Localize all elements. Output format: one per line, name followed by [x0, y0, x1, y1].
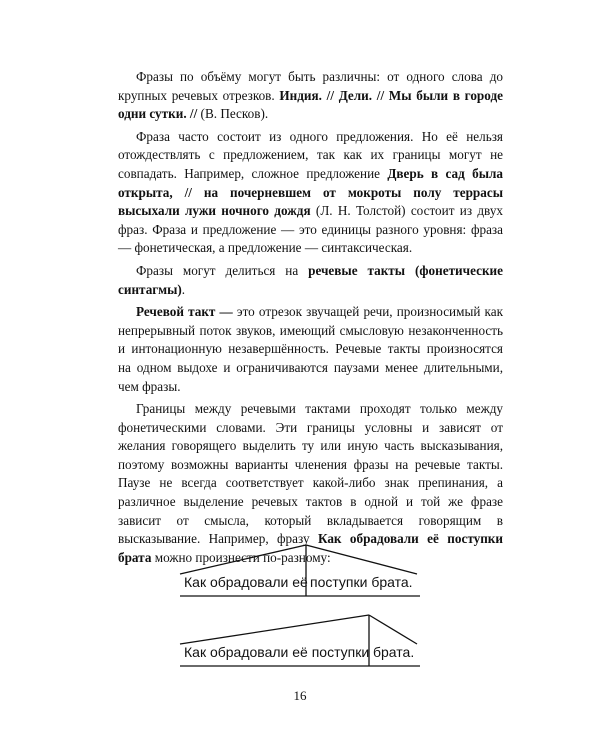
bold-example: Дверь в сад была открыта, // на почерневшем от мокроты полу террасы высыхали лужи ночного дождя	[118, 165, 503, 219]
bold-example: речевые такты (фонетические синтагмы)	[118, 262, 503, 297]
bold-example: Индия. // Дели. // Мы были в городе одни сутки. //	[118, 87, 503, 122]
text-run: Фразы могут делиться на	[136, 262, 309, 278]
text-run: (В. Песков).	[197, 106, 269, 122]
arc-right-1	[306, 545, 417, 574]
page-number: 16	[293, 688, 307, 703]
arc-left-1	[180, 545, 306, 574]
diagram-1-right-text: поступки брата.	[310, 574, 413, 590]
text-run: Границы между речевыми тактами проходят только между фонетическими словами. Эти границы условны и зависят от желания говорящего выделить ту или иную часть высказывания, поэтому возможны варианты членения фразы на речевые такты. Паузе не всегда соответствует какой-либо знак препинания, а различное выделение речевых тактов в одной и той же фразе зависит от смысла, который вкладывается говорящим в высказывание. Например, фразу	[118, 401, 503, 547]
bold-example: Как обрадовали её поступки брата	[118, 531, 504, 565]
text-run: можно произнести по-разному:	[151, 549, 331, 565]
text-run: Фраза часто состоит из одного предложения. Но её нельзя отождествлять с предложением, так как их границы могут не совпадать. Например, сложное предложение	[118, 128, 503, 181]
text-run: это отрезок звучащей речи, произносимый как непрерывный поток звуков, имеющий смысловую незаконченность и интонационную незавершённость. Речевые такты произносятся на одном выдохе и ограничиваются паузами менее длительными, чем фразы.	[118, 304, 504, 394]
text-run: .	[181, 281, 186, 297]
diagram-2-left-text: Как обрадовали её поступки	[184, 644, 370, 660]
diagram-2-right-text: брата.	[373, 644, 415, 660]
text-run: Фразы по объёму могут быть различны: от одного слова до крупных речевых отрезков.	[118, 69, 503, 103]
arc-right-2	[369, 615, 417, 644]
arc-left-2	[180, 615, 369, 644]
text-run: (Л. Н. Толстой) состоит из двух фраз. Фраза и предложение — это единицы разного уровня: фраза — фонетическая, а предложение — синтаксическая.	[118, 203, 504, 256]
diagram-1-left-text: Как обрадовали её	[184, 574, 308, 590]
bold-example: Речевой такт —	[136, 304, 233, 320]
